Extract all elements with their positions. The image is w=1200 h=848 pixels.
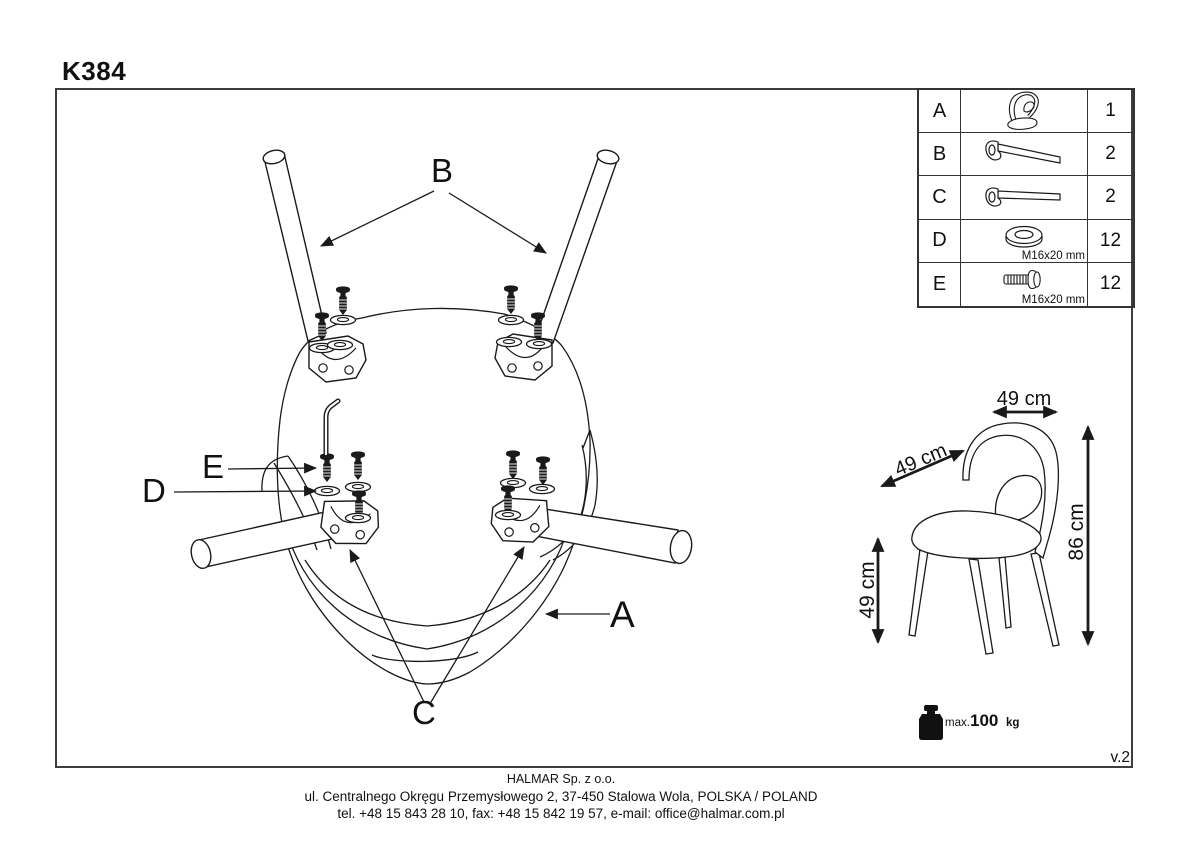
diagram-label-b: B bbox=[431, 152, 454, 189]
part-c-cell bbox=[961, 176, 1088, 219]
diagram-label-a: A bbox=[610, 594, 635, 635]
version-label: v.2 bbox=[1110, 749, 1130, 766]
part-qty: 2 bbox=[1088, 133, 1133, 176]
part-row-letter: D bbox=[919, 220, 961, 263]
part-b-cell bbox=[961, 133, 1088, 176]
part-row-letter: C bbox=[919, 176, 961, 219]
back-leg-icon bbox=[982, 136, 1066, 172]
part-row-letter: B bbox=[919, 133, 961, 176]
part-qty: 12 bbox=[1099, 273, 1122, 295]
part-qty: 1 bbox=[1088, 90, 1133, 133]
dimension-width-label: 49 cm bbox=[996, 388, 1052, 410]
part-e-cell bbox=[961, 263, 1088, 306]
diagram-label-e: E bbox=[202, 448, 225, 485]
diagram-label-d: D bbox=[142, 472, 166, 509]
part-row-letter: E bbox=[919, 263, 961, 306]
part-row-letter: A bbox=[919, 90, 961, 133]
footer-company: HALMAR Sp. z o.o. bbox=[506, 772, 616, 786]
parts-table bbox=[917, 88, 1135, 308]
max-load-unit: kg bbox=[1006, 717, 1020, 729]
part-d-cell bbox=[961, 220, 1088, 263]
dimension-depth-label: 49 cm bbox=[891, 439, 951, 481]
washer-icon bbox=[1001, 224, 1047, 250]
dimension-height-label: 86 cm bbox=[1065, 503, 1088, 561]
part-size-label: M16x20 mm bbox=[1021, 249, 1085, 262]
chair-shell-icon bbox=[993, 90, 1055, 132]
part-qty: 2 bbox=[1088, 176, 1133, 219]
front-leg-icon bbox=[982, 180, 1066, 214]
dimension-seat-height-label: 49 cm bbox=[856, 561, 879, 619]
footer-contact: tel. +48 15 843 28 10, fax: +48 15 842 19 57, e-mail: office@halmar.com.pl bbox=[337, 806, 785, 821]
part-qty: 12 bbox=[1088, 220, 1133, 263]
bolt-icon bbox=[1001, 267, 1047, 293]
part-size-label: M16x20 mm bbox=[1021, 294, 1085, 306]
footer bbox=[0, 771, 1122, 822]
max-load-prefix: max. bbox=[945, 717, 970, 729]
diagram-label-c: C bbox=[412, 694, 436, 731]
page-title: K384 bbox=[62, 56, 127, 86]
max-load-value: 100 bbox=[970, 711, 999, 730]
part-a-cell bbox=[961, 90, 1088, 133]
footer-address: ul. Centralnego Okręgu Przemysłowego 2, 37-450 Stalowa Wola, POLSKA / POLAND bbox=[304, 789, 818, 804]
